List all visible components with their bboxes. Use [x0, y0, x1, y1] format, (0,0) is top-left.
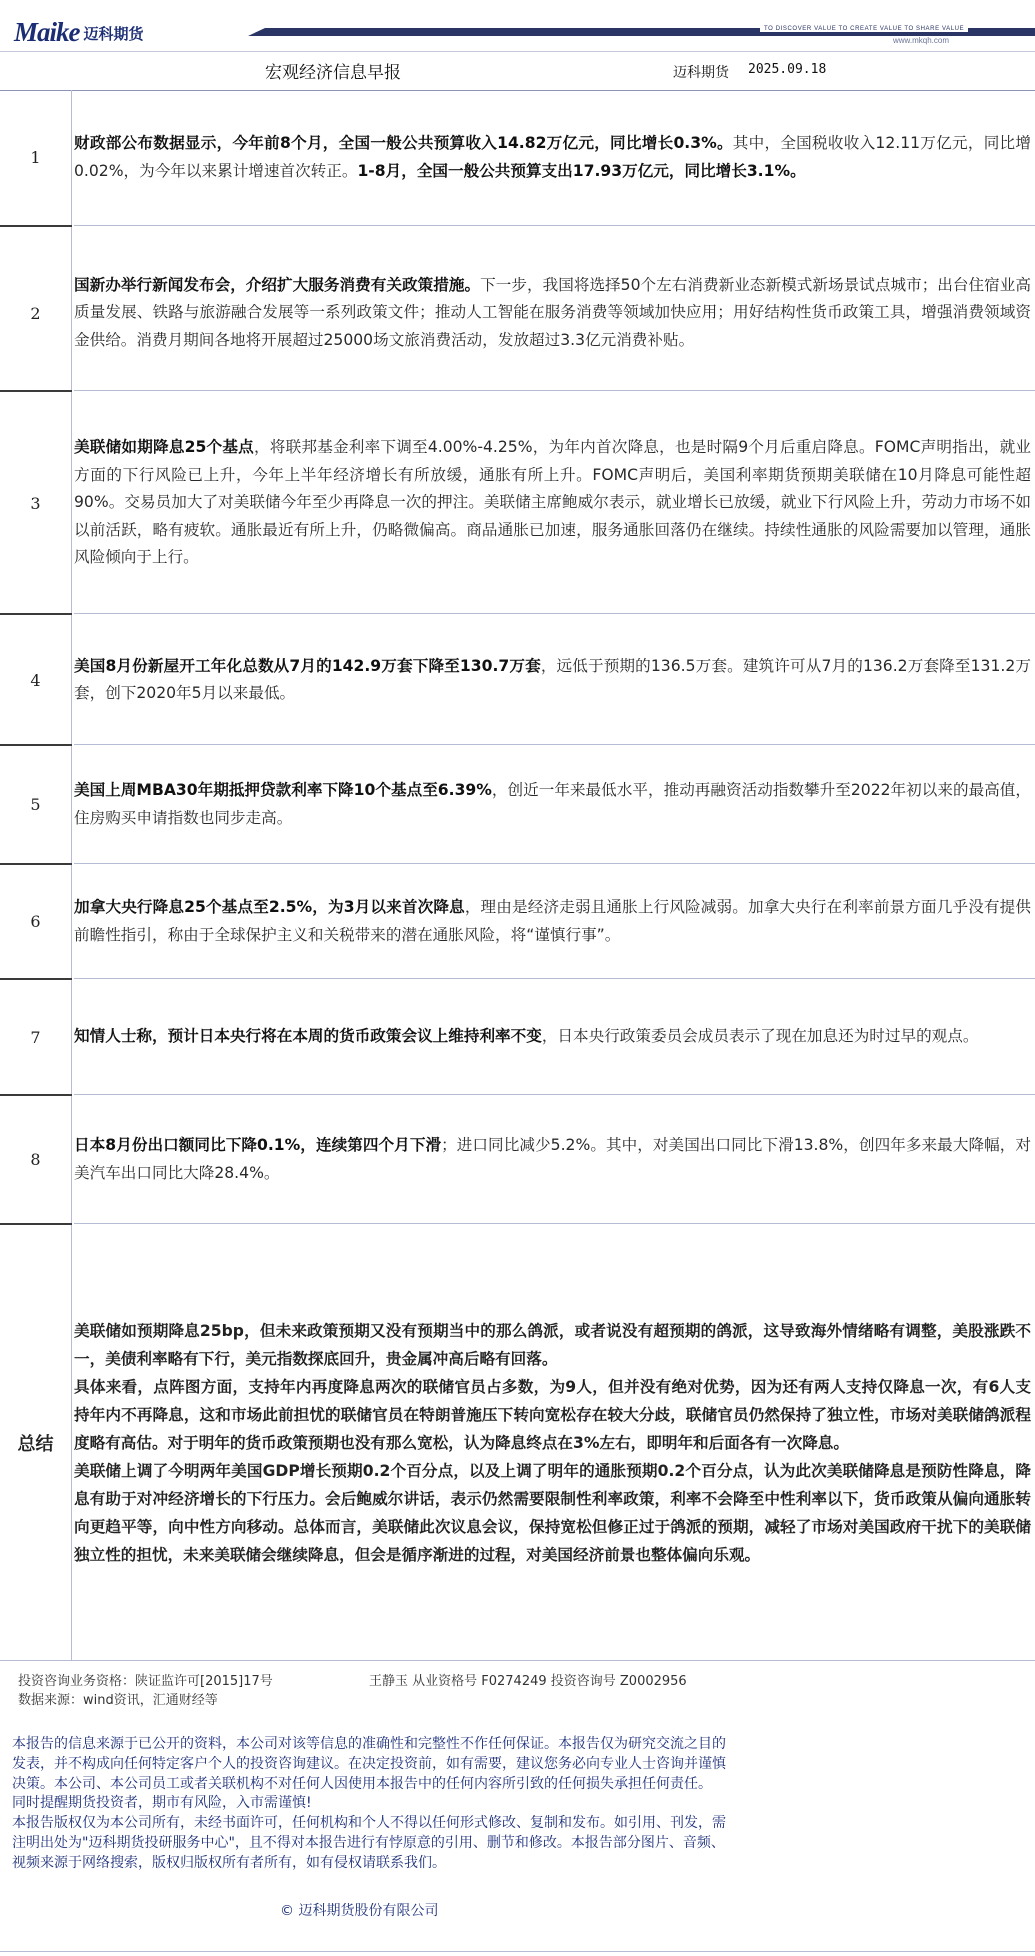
row-text: [74, 777, 1031, 832]
headline-text: 美国上周MBA30年期抵押贷款利率下降10个基点至6.39%: [74, 781, 492, 799]
bottom-divider: [0, 1951, 1035, 1952]
analyst-info: 王静玉 从业资格号 F0274249 投资咨询号 Z0002956: [369, 1674, 687, 1689]
headline-text: 美联储如期降息25个基点: [74, 438, 254, 457]
detail-text: ，创近一年来最低水平，推动再融资活动指数攀升至2022年初以来的最高值，住房购买申请指数也同步走高。: [74, 781, 1031, 827]
row-text: [74, 130, 1031, 185]
company-logo: [14, 17, 144, 47]
headline-text: 国新办举行新闻发布会，介绍扩大服务消费有关政策措施。: [74, 275, 481, 294]
detail-text: 其中，全国税收收入12.11万亿元，同比增0.02%，为今年以来累计增速首次转正。: [74, 134, 1031, 180]
row-number: 5: [0, 746, 72, 863]
row-text: [74, 272, 1031, 355]
news-row: [0, 227, 1035, 399]
summary-row: [0, 1225, 1035, 1660]
summary-label: 总结: [0, 1225, 72, 1660]
report-header: [0, 0, 1035, 91]
data-source: 数据来源：wind资讯，汇通财经等: [18, 1693, 218, 1708]
row-text: [74, 434, 1031, 572]
detail-text: 下一步，我国将选择50个左右消费新业态新模式新场景试点城市；出台住宿业高质量发展、铁路与旅游融合发展等一系列政策文件；推动人工智能在服务消费等领域加快应用；用好结构性货币政策工具，增强消费领域资金供给。消费月期间各地将开展超过25000场文旅消费活动，发放超过3.3亿元消费补贴。: [74, 275, 1031, 349]
summary-paragraph: 美联储上调了今明两年美国GDP增长预期0.2个百分点，以及上调了明年的通胀预期0.2个百分点，认为此次美联储降息是预防性降息，降息有助于对冲经济增长的下行压力。会后鲍威尔讲话，表示仍然需要限制性利率政策，利率不会降至中性利率以下，货币政策从偏向通胀转向更趋平等，向中性方向移动。总体而言，美联储此次议息会议，保持宽松但修正过于鸽派的预期，减轻了市场对美国政府干扰下的美联储独立性的担忧，未来美联储会继续降息，但会是循序渐进的过程，对美国经济前景也整体偏向乐观。: [74, 1461, 1031, 1564]
row-separator: [74, 978, 1035, 979]
headline-text: 知情人士称，预计日本央行将在本周的货币政策会议上维持利率不变: [74, 1027, 542, 1046]
news-row: [0, 865, 1035, 978]
disclaimer-paragraph: 本报告的信息来源于已公开的资料，本公司对该等信息的准确性和完整性不作任何保证。本报告仅为研究交流之目的发表，并不构成向任何特定客户个人的投资咨询建议。在决定投资前，如有需要，建议您务必向专业人士咨询并谨慎决策。本公司、本公司员工或者关联机构不对任何人因使用本报告中的任何内容所引致的任何损失承担任何责任。: [12, 1736, 726, 1792]
row-number: 3: [0, 392, 72, 614]
row-text: [74, 894, 1031, 949]
row-separator: [74, 1223, 1035, 1224]
row-separator: [74, 744, 1035, 745]
row-text: [74, 1023, 1031, 1051]
detail-text: ；进口同比减少5.2%。其中，对美国出口同比下滑13.8%，创四年多来最大降幅，对美汽车出口同比大降28.4%。: [74, 1136, 1031, 1182]
header-divider: [0, 51, 1035, 52]
header-band-tip: [248, 28, 265, 36]
header-website: www.mkqh.com: [893, 36, 950, 45]
summary-paragraph: 美联储如预期降息25bp，但未来政策预期又没有预期当中的那么鸽派，或者说没有超预期的鸽派，这导致海外情绪略有调整，美股涨跌不一，美债利率略有下行，美元指数探底回升，贵金属冲高后略有回落。: [74, 1321, 1031, 1368]
row-text: [74, 653, 1031, 708]
summary-text: [74, 1317, 1031, 1569]
footer-divider: [0, 1660, 1035, 1661]
row-number: 1: [0, 90, 72, 225]
news-row: [0, 746, 1035, 863]
report-title: 宏观经济信息早报: [265, 63, 401, 83]
news-row: [0, 615, 1035, 745]
detail-text: ，理由是经济走弱且通胀上行风险减弱。加拿大央行在利率前景方面几乎没有提供前瞻性指引，称由于全球保护主义和关税带来的潜在通胀风险，将“谨慎行事”。: [74, 898, 1031, 944]
headline-text: 美国8月份新屋开工年化总数从7月的142.9万套下降至130.7万套: [74, 656, 541, 675]
report-company: 迈科期货: [673, 65, 729, 81]
copyright: © 迈科期货股份有限公司: [280, 1903, 439, 1919]
headline-text: 财政部公布数据显示，今年前8个月，全国一般公共预算收入14.82万亿元，同比增长0.3%。: [74, 134, 733, 152]
detail-text: ，将联邦基金利率下调至4.00%-4.25%，为年内首次降息，也是时隔9个月后重启降息。FOMC声明指出，就业方面的下行风险已上升，今年上半年经济增长有所放缓，通胀有所上升。FOMC声明后，美国利率期货预期美联储在10月降息可能性超90%。交易员加大了对美联储今年至少再降息一次的押注。美联储主席鲍威尔表示，就业增长已放缓，就业下行风险上升，劳动力市场不如以前活跃，略有疲软。通胀最近有所上升，仍略微偏高。商品通胀已加速，服务通胀回落仍在继续。持续性通胀的风险需要加以管理，通胀风险倾向于上行。: [74, 438, 1031, 567]
row-number: 2: [0, 227, 72, 399]
row-separator: [74, 390, 1035, 391]
detail-text: ，日本央行政策委员会成员表示了现在加息还为时过早的观点。: [541, 1027, 979, 1046]
report-date: 2025.09.18: [748, 62, 827, 77]
disclaimer-paragraph: 同时提醒期货投资者，期市有风险，入市需谨慎!: [12, 1795, 312, 1812]
row-number: 4: [0, 615, 72, 745]
row-separator: [74, 613, 1035, 614]
row-separator: [74, 225, 1035, 226]
row-separator: [74, 1094, 1035, 1095]
news-row: [0, 1096, 1035, 1223]
row-separator: [74, 863, 1035, 864]
headline-text: 日本8月份出口额同比下降0.1%，连续第四个月下滑: [74, 1136, 442, 1154]
headline-text: 加拿大央行降息25个基点至2.5%，为3月以来首次降息: [74, 898, 465, 916]
news-row: [0, 90, 1035, 225]
logo-text-cn: 迈科期货: [83, 25, 144, 43]
qualification-text: 投资咨询业务资格：陕证监许可[2015]17号: [18, 1674, 273, 1689]
row-number: 7: [0, 980, 72, 1094]
row-text: [74, 1132, 1031, 1187]
detail-text: ，远低于预期的136.5万套。建筑许可从7月的136.2万套降至131.2万套，创下2020年5月以来最低。: [74, 656, 1031, 702]
row-number: 6: [0, 865, 72, 978]
logo-text-en: Maike: [14, 17, 80, 47]
header-slogan: TO DISCOVER VALUE TO CREATE VALUE TO SHARE VALUE: [760, 26, 968, 32]
summary-paragraph: 具体来看，点阵图方面，支持年内再度降息两次的联储官员占多数，为9人，但并没有绝对优势，因为还有两人支持仅降息一次，有6人支持年内不再降息，这和市场此前担忧的联储官员在特朗普施压下转向宽松存在较大分歧，联储官员仍然保持了独立性，市场对美联储鸽派程度略有高估。对于明年的货币政策预期也没有那么宽松，认为降息终点在3%左右，即明年和后面各有一次降息。: [74, 1377, 1031, 1452]
news-row: [0, 980, 1035, 1094]
disclaimer: [12, 1735, 734, 1874]
row-number: 8: [0, 1096, 72, 1223]
headline-text: 1-8月，全国一般公共预算支出17.93万亿元，同比增长3.1%。: [357, 161, 806, 180]
disclaimer-paragraph: 本报告版权仅为本公司所有，未经书面许可，任何机构和个人不得以任何形式修改、复制和发布。如引用、刊发，需注明出处为"迈科期货投研服务中心"，且不得对本报告进行有悖原意的引用、删节和修改。本报告部分图片、音频、视频来源于网络搜索，版权归版权所有者所有，如有侵权请联系我们。: [12, 1815, 726, 1871]
news-row: [0, 392, 1035, 614]
